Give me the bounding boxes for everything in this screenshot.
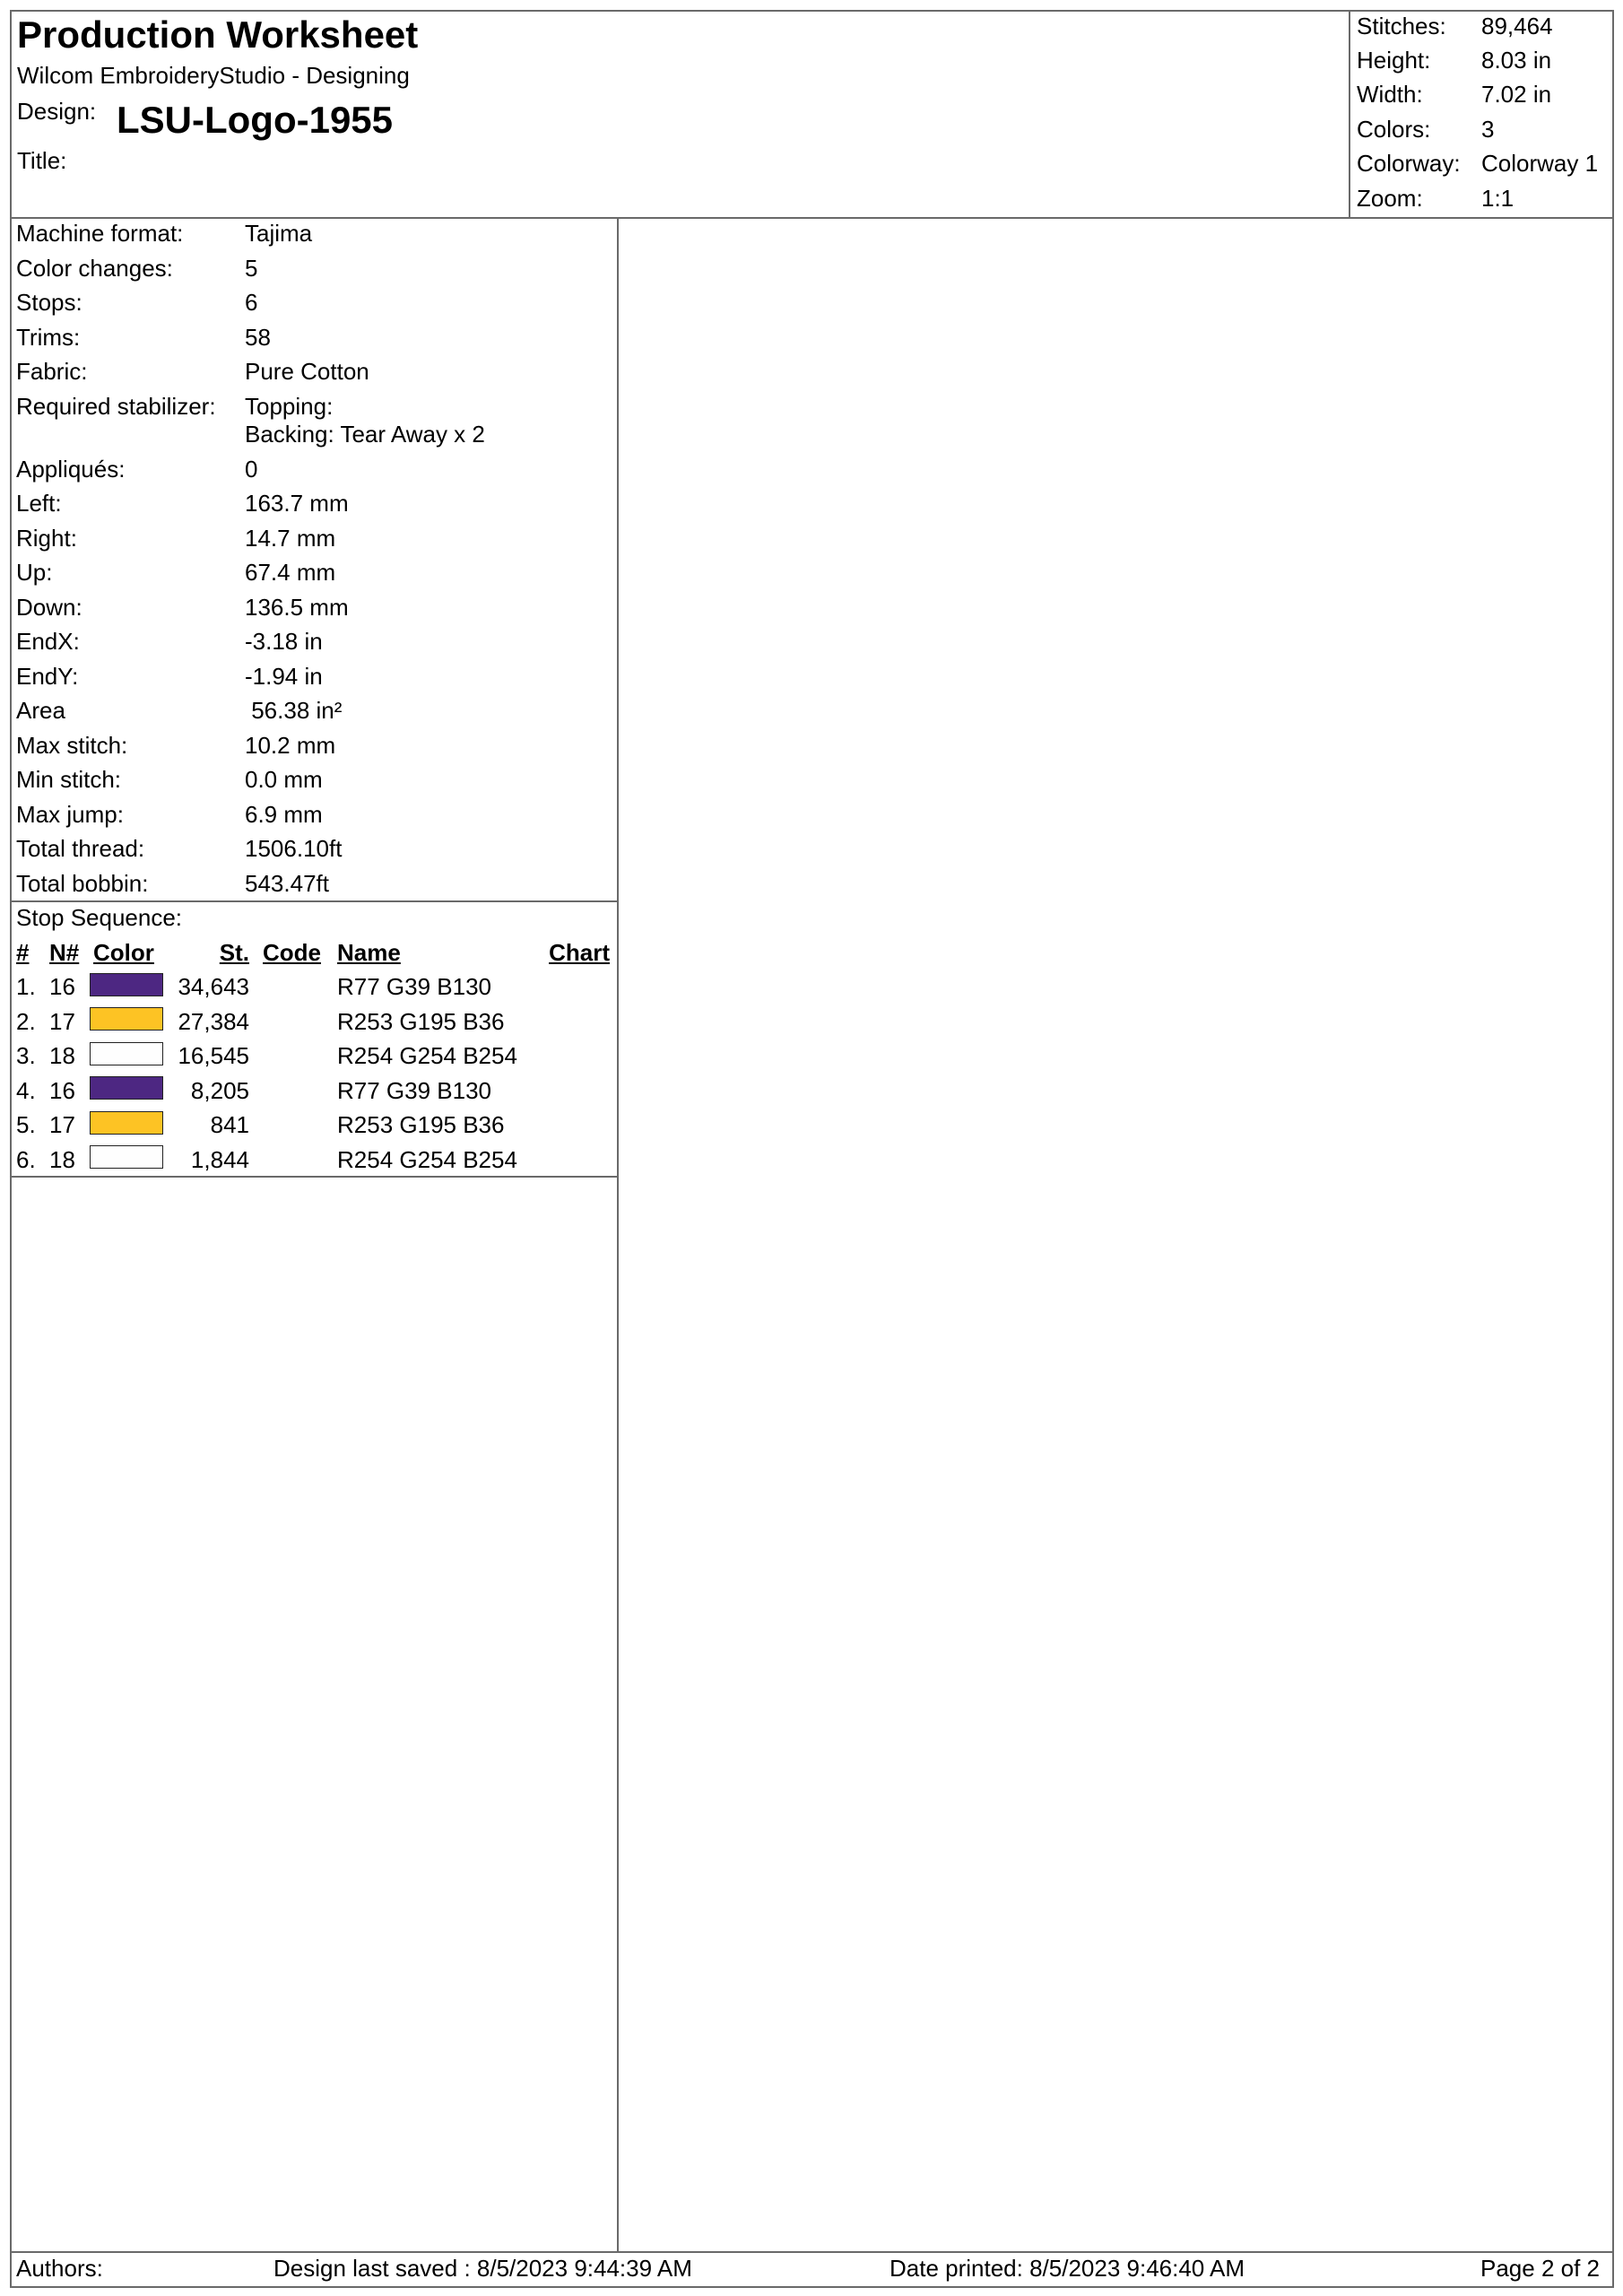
- summary-value: 8.03 in: [1481, 47, 1552, 74]
- color-swatch: [90, 973, 163, 996]
- row-num: 2.: [16, 1008, 36, 1035]
- summary-label: Width:: [1357, 81, 1423, 108]
- detail-label: Up:: [16, 559, 53, 586]
- footer-date-printed: Date printed: 8/5/2023 9:46:40 AM: [890, 2255, 1245, 2282]
- summary-label: Colorway:: [1357, 150, 1461, 177]
- detail-value: 0.0 mm: [245, 766, 323, 793]
- detail-value: 1506.10ft: [245, 835, 343, 862]
- header-needle: N#: [49, 939, 80, 966]
- summary-label: Height:: [1357, 47, 1431, 74]
- detail-value: 67.4 mm: [245, 559, 336, 586]
- color-swatch: [90, 1145, 163, 1169]
- header-chart: Chart: [549, 939, 610, 966]
- footer-last-saved: Design last saved : 8/5/2023 9:44:39 AM: [273, 2255, 692, 2282]
- summary-label: Colors:: [1357, 116, 1431, 143]
- detail-label: Total thread:: [16, 835, 145, 862]
- row-num: 1.: [16, 973, 36, 1000]
- row-needle: 18: [49, 1146, 75, 1173]
- design-label: Design:: [17, 98, 97, 125]
- detail-label: Left:: [16, 490, 62, 517]
- detail-value: 10.2 mm: [245, 732, 336, 759]
- detail-value: Backing: Tear Away x 2: [245, 421, 485, 448]
- row-stitches: 1,844: [190, 1146, 249, 1173]
- row-num: 5.: [16, 1111, 36, 1138]
- summary-value: 89,464: [1481, 13, 1553, 39]
- row-stitches: 27,384: [178, 1008, 249, 1035]
- summary-label: Zoom:: [1357, 185, 1423, 212]
- title-label: Title:: [17, 147, 67, 174]
- detail-label: Appliqués:: [16, 456, 126, 483]
- detail-label: Total bobbin:: [16, 870, 149, 897]
- row-stitches: 16,545: [178, 1042, 249, 1069]
- row-stitches: 841: [210, 1111, 249, 1138]
- detail-label: Down:: [16, 594, 82, 621]
- page-title: Production Worksheet: [17, 13, 419, 56]
- detail-label: EndX:: [16, 628, 80, 655]
- detail-value: 6.9 mm: [245, 801, 323, 828]
- header-num: #: [16, 939, 30, 966]
- design-preview-area: [619, 219, 1612, 2251]
- detail-label: Area: [16, 697, 65, 724]
- row-stitches: 34,643: [178, 973, 249, 1000]
- detail-label: Right:: [16, 525, 77, 552]
- row-num: 4.: [16, 1077, 36, 1104]
- color-swatch: [90, 1076, 163, 1100]
- row-name: R77 G39 B130: [337, 1077, 492, 1104]
- color-swatch: [90, 1007, 163, 1031]
- detail-value: Tajima: [245, 220, 313, 247]
- detail-label: Min stitch:: [16, 766, 122, 793]
- footer-divider: [11, 2251, 1613, 2253]
- detail-value: 163.7 mm: [245, 490, 349, 517]
- summary-value: 1:1: [1481, 185, 1515, 212]
- color-swatch: [90, 1111, 163, 1135]
- summary-value: 7.02 in: [1481, 81, 1552, 108]
- header-color: Color: [93, 939, 154, 966]
- row-needle: 16: [49, 973, 75, 1000]
- header-name: Name: [337, 939, 401, 966]
- detail-value: 5: [245, 255, 258, 282]
- detail-value: 0: [245, 456, 258, 483]
- header-divider-vertical: [1349, 11, 1350, 219]
- detail-label: Machine format:: [16, 220, 184, 247]
- detail-value: Topping:: [245, 393, 334, 420]
- detail-value: 58: [245, 324, 271, 351]
- detail-label: Color changes:: [16, 255, 173, 282]
- detail-label: Max jump:: [16, 801, 124, 828]
- row-num: 6.: [16, 1146, 36, 1173]
- detail-label: Trims:: [16, 324, 81, 351]
- row-needle: 17: [49, 1111, 75, 1138]
- details-divider: [11, 900, 618, 902]
- stop-sequence-label: Stop Sequence:: [16, 904, 183, 931]
- detail-value: 543.47ft: [245, 870, 329, 897]
- row-name: R77 G39 B130: [337, 973, 492, 1000]
- row-needle: 18: [49, 1042, 75, 1069]
- detail-value: -3.18 in: [245, 628, 323, 655]
- row-name: R254 G254 B254: [337, 1042, 517, 1069]
- header-stitches: St.: [219, 939, 249, 966]
- detail-label: Max stitch:: [16, 732, 128, 759]
- row-name: R253 G195 B36: [337, 1008, 505, 1035]
- sequence-bottom-divider: [11, 1176, 618, 1178]
- row-needle: 17: [49, 1008, 75, 1035]
- row-num: 3.: [16, 1042, 36, 1069]
- detail-value: -1.94 in: [245, 663, 323, 690]
- header-code: Code: [263, 939, 321, 966]
- row-name: R254 G254 B254: [337, 1146, 517, 1173]
- row-name: R253 G195 B36: [337, 1111, 505, 1138]
- detail-label: Fabric:: [16, 358, 88, 385]
- detail-label: Stops:: [16, 289, 82, 316]
- detail-value: Pure Cotton: [245, 358, 369, 385]
- design-name: LSU-Logo-1955: [117, 99, 394, 141]
- detail-value: 6: [245, 289, 258, 316]
- detail-label: Required stabilizer:: [16, 393, 216, 420]
- summary-value: 3: [1481, 116, 1495, 143]
- detail-label: EndY:: [16, 663, 79, 690]
- row-stitches: 8,205: [190, 1077, 249, 1104]
- detail-value: 14.7 mm: [245, 525, 336, 552]
- footer-page-number: Page 2 of 2: [1480, 2255, 1600, 2282]
- color-swatch: [90, 1042, 163, 1065]
- summary-value: Colorway 1: [1481, 150, 1599, 177]
- row-needle: 16: [49, 1077, 75, 1104]
- summary-label: Stitches:: [1357, 13, 1446, 39]
- detail-value: 136.5 mm: [245, 594, 349, 621]
- footer-authors: Authors:: [16, 2255, 103, 2282]
- software-name: Wilcom EmbroideryStudio - Designing: [17, 62, 410, 89]
- detail-value: 56.38 in²: [245, 697, 343, 724]
